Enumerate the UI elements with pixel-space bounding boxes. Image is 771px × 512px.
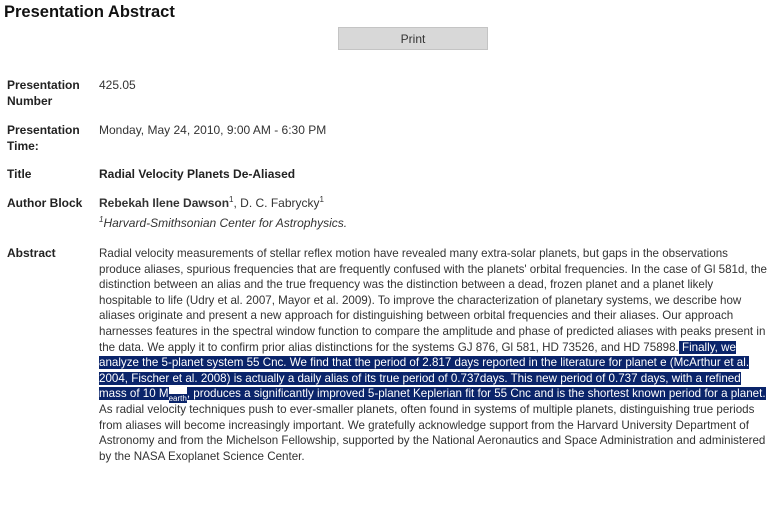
author-block-value bbox=[99, 195, 347, 231]
presentation-time-label bbox=[7, 122, 80, 154]
title-value: Radial Velocity Planets De-Aliased bbox=[99, 167, 296, 181]
abstract-part-2: As radial velocity techniques push to ever-smaller planets, often found in systems of multiple planets, distinguishing true periods from aliases will become increasingly important. We gratefully acknowledge support from the Harvard University Department of Astronomy and from the Michelson Fellowship, supported by the National Aeronautics and Space Administration and administered by the NASA Exoplanet Science Center. bbox=[99, 402, 766, 463]
presentation-time-value: Monday, May 24, 2010, 9:00 AM - 6:30 PM bbox=[99, 123, 327, 137]
presentation-number-label bbox=[7, 77, 80, 109]
abstract-highlight-1: Finally, we analyze the 5-planet system 55 Cnc. We find that the period of 2.817 days reported in the literature for planet e (McArthur et al. 2004, Fischer et al. 2008) is actually a daily alias of its true period of 0.737days. This new period of 0.737 days, with a refined mass of 10 M bbox=[99, 340, 750, 401]
presentation-time-label-line2: Time: bbox=[7, 139, 39, 153]
affiliation-text: Harvard-Smithsonian Center for Astrophysics. bbox=[103, 216, 348, 230]
abstract-part-1: Radial velocity measurements of stellar reflex motion have revealed many extra-solar planets, but gaps in the observations produce aliases, spurious frequencies that are frequently confused with the planets' orbital frequencies. In the case of Gl 581d, the distinction between an alias and the true frequency was the distinction between a dead, frozen planet and a planet likely hospitable to life (Udry et al. 2007, Mayor et al. 2009). To improve the characterization of planetary systems, we describe how aliases originate and present a new approach for distinguishing between orbital frequencies and their aliases. Our approach harnesses features in the spectral window function to compare the amplitude and phase of predicted aliases with peaks present in the data. We apply it to confirm prior alias distinctions for the systems GJ 876, Gl 581, HD 73526, and HD 75898. bbox=[99, 247, 767, 354]
author-block-label: Author Block bbox=[7, 196, 83, 210]
presentation-time-label-line1: Presentation bbox=[7, 123, 80, 137]
presentation-number-label-line1: Presentation bbox=[7, 78, 80, 92]
title-label: Title bbox=[7, 167, 32, 181]
presentation-number-value: 425.05 bbox=[99, 78, 136, 92]
abstract-label: Abstract bbox=[7, 246, 56, 260]
author-secondary-affiliation-mark: 1 bbox=[319, 195, 324, 204]
affiliation-mark: 1 bbox=[99, 215, 104, 224]
print-button-label: Print bbox=[400, 31, 426, 46]
page-title: Presentation Abstract bbox=[4, 3, 175, 21]
abstract-highlight-2: , produces a significantly improved 5-planet Keplerian fit for 55 Cnc and is the shortest known period for a planet. bbox=[186, 387, 766, 401]
author-line bbox=[99, 195, 347, 211]
author-primary-name: Rebekah Ilene Dawson bbox=[99, 196, 230, 210]
author-secondary-name: , D. C. Fabrycky bbox=[233, 196, 320, 210]
author-primary-affiliation-mark: 1 bbox=[229, 195, 234, 204]
print-button[interactable] bbox=[338, 27, 488, 50]
abstract-highlight-subscript: earth bbox=[168, 393, 187, 403]
affiliation-line bbox=[99, 215, 347, 231]
presentation-number-label-line2: Number bbox=[7, 94, 53, 108]
abstract-text bbox=[99, 246, 767, 464]
